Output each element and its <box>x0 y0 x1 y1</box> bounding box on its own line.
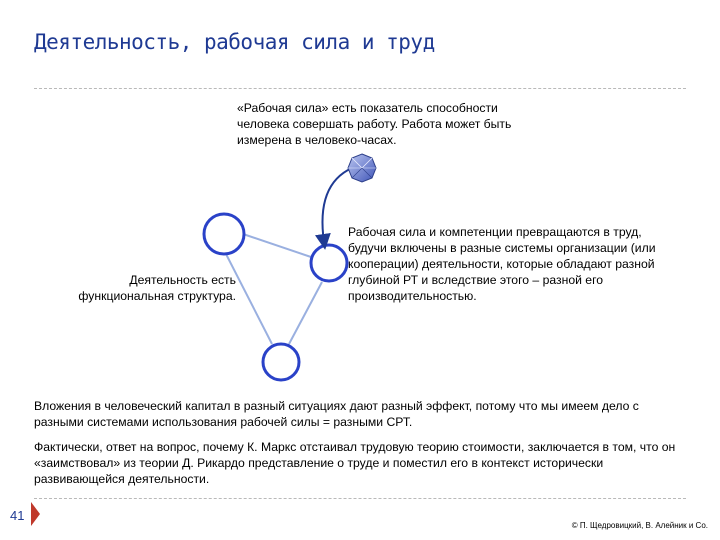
right-text: Рабочая сила и компетенции превращаются в труд, будучи включены в разные системы организации (или кооперации) деятельности, которые обладают разной глубиной РТ и вследствие этого – разной его производительностью. <box>348 225 656 303</box>
callout-text: «Рабочая сила» есть показатель способности человека совершать работу. Работа может быть измерена в человеко-часах. <box>237 101 512 147</box>
slide-title: Деятельность, рабочая сила и труд <box>34 30 435 54</box>
node-right <box>311 245 347 281</box>
edge-top-right <box>243 234 311 257</box>
copyright-text: © П. Щедровицкий, В. Алейник и Со. <box>571 521 708 530</box>
edge-right-bottom <box>289 282 322 344</box>
node-bottom <box>263 344 299 380</box>
paragraph-investment: Вложения в человеческий капитал в разный ситуациях дают разный эффект, потому что мы имеем дело с разными системами использования рабочей силы = разными СРТ. <box>34 399 639 429</box>
page-number: 41 <box>10 508 25 523</box>
page-marker <box>31 502 40 526</box>
gem-icon <box>348 154 376 182</box>
footer-divider <box>34 498 686 499</box>
left-label: Деятельность есть функциональная структура. <box>78 273 236 303</box>
paragraph-marx: Фактически, ответ на вопрос, почему К. Маркс отстаивал трудовую теорию стоимости, заключается в том, что он «заимствовал» из теории Д. Рикардо представление о труде и поместил его в контекст исторически развивающейся деятельности. <box>34 440 676 486</box>
node-top <box>204 214 244 254</box>
